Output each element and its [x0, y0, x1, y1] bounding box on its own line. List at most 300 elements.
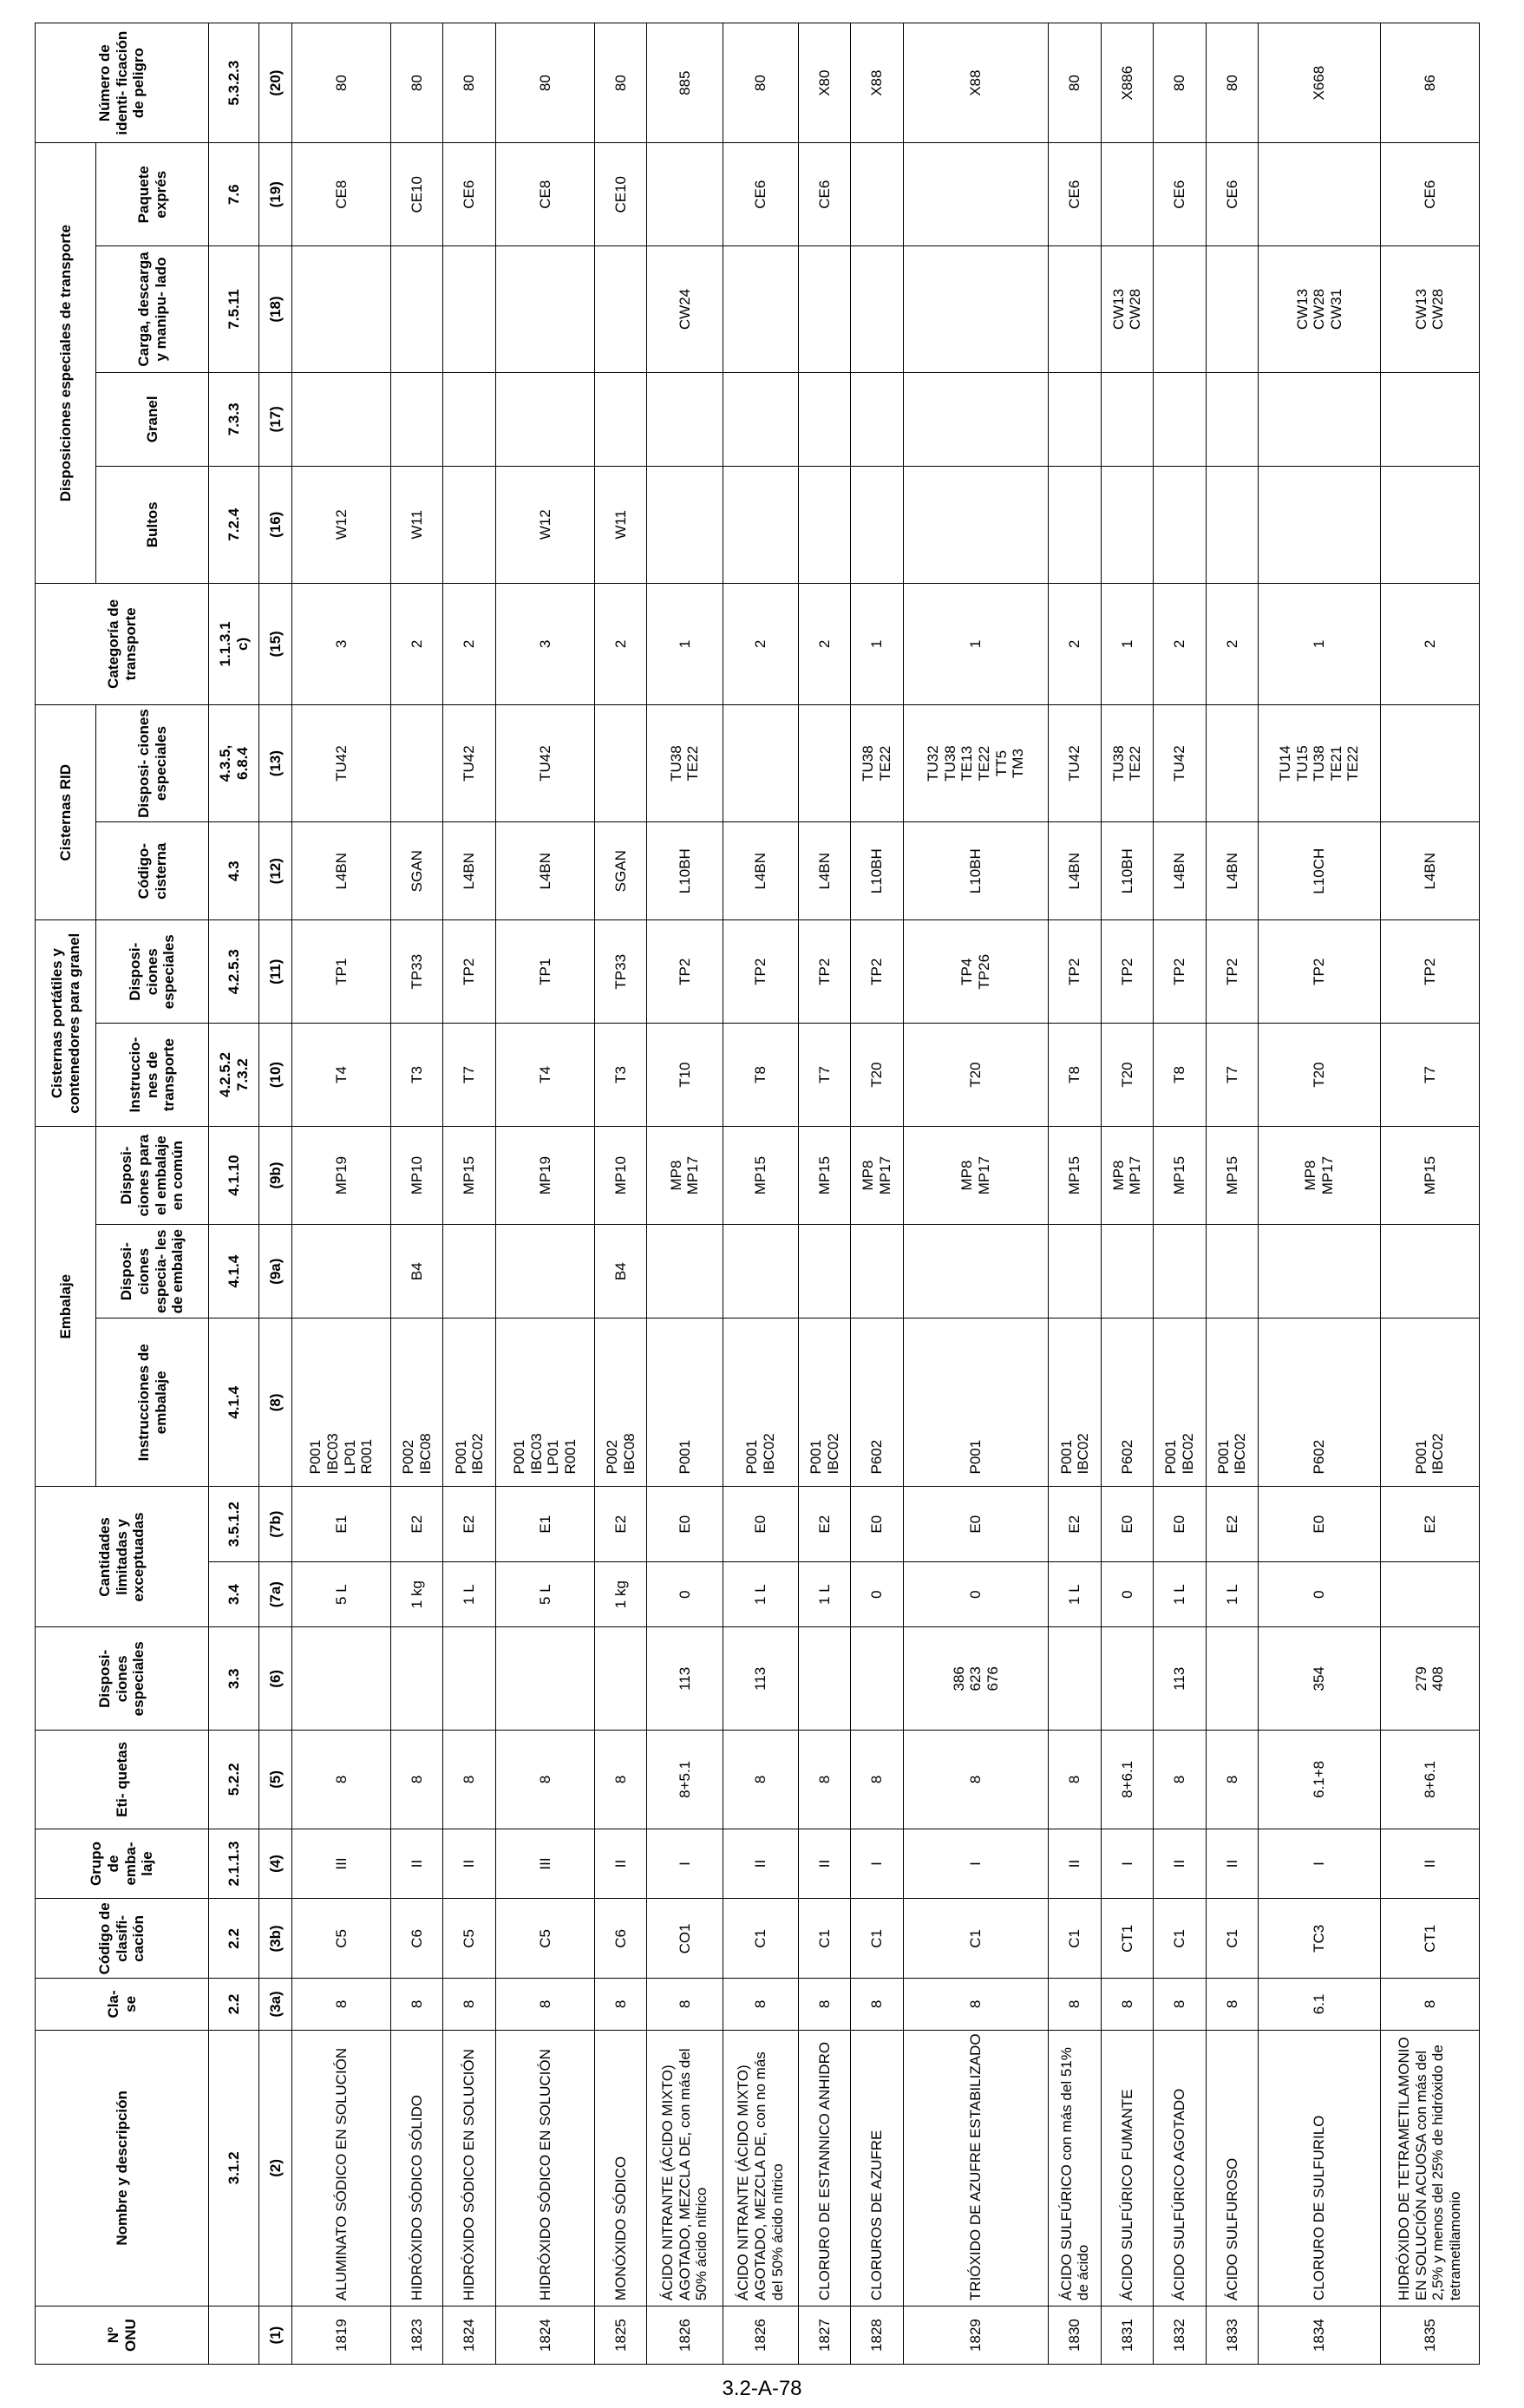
cell-col-11 [1259, 1225, 1381, 1319]
cell-col-19 [443, 372, 495, 466]
cell-col-1: 1830 [1049, 2307, 1101, 2365]
cell-col-5: I [903, 1829, 1049, 1899]
header-disp-esp-embalaje: Disposi- ciones especia- les de embalaje [96, 1225, 209, 1319]
cell-col-2: ÁCIDO SULFÚRICO FUMANTE [1101, 2030, 1153, 2306]
cell-col-20 [292, 246, 391, 373]
cell-col-14: TP33 [391, 920, 443, 1024]
cell-col-11 [495, 1225, 594, 1319]
cell-col-4: CO1 [647, 1899, 723, 1979]
cell-col-20 [1049, 246, 1101, 373]
ref-cell-col-18: 7.2.4 [209, 466, 259, 583]
cell-col-10: P001 [903, 1319, 1049, 1487]
cell-col-20 [851, 246, 903, 373]
cell-col-9: E0 [851, 1487, 903, 1561]
header-disp-esp: Disposi- ciones especiales [36, 1627, 209, 1731]
cell-col-4: C5 [443, 1899, 495, 1979]
cell-col-6: 8+5.1 [647, 1731, 723, 1829]
cell-col-20 [1206, 246, 1258, 373]
cell-col-9: E0 [1259, 1487, 1381, 1561]
cell-col-12: MP15 [1206, 1126, 1258, 1224]
ref-cell-col-21: 7.6 [209, 143, 259, 246]
cell-col-1: 1826 [647, 2307, 723, 2365]
cell-col-7: 113 [1154, 1627, 1206, 1731]
ref-cell-col-7: (6) [259, 1627, 292, 1731]
cell-col-6: 8 [443, 1731, 495, 1829]
cell-col-11 [1154, 1225, 1206, 1319]
cell-col-2: HIDRÓXIDO SÓDICO EN SOLUCIÓN [495, 2030, 594, 2306]
cell-col-13: T4 [495, 1024, 594, 1127]
cell-col-8: 1 L [443, 1561, 495, 1627]
ref-cell-col-9: 3.5.1.2 [209, 1487, 259, 1561]
table-row [594, 23, 646, 2365]
cell-col-12: MP8 MP17 [1259, 1126, 1381, 1224]
ref-cell-col-3: (3a) [259, 1979, 292, 2030]
cell-col-1: 1834 [1259, 2307, 1381, 2365]
ref-cell-col-6: 5.2.2 [209, 1731, 259, 1829]
cell-col-16: TU14 TU15 TU38 TE21 TE22 [1259, 705, 1381, 822]
cell-col-3: 8 [1049, 1979, 1101, 2030]
cell-col-14: TP1 [495, 920, 594, 1024]
cell-col-16 [723, 705, 798, 822]
cell-col-22: 80 [443, 23, 495, 143]
cell-col-22: 80 [1049, 23, 1101, 143]
cell-col-17: 2 [391, 583, 443, 704]
cell-col-7 [391, 1627, 443, 1731]
cell-col-8: 0 [903, 1561, 1049, 1627]
cell-col-19 [647, 372, 723, 466]
cell-col-20: CW13 CW28 [1380, 246, 1479, 373]
cell-col-6: 8 [798, 1731, 850, 1829]
cell-col-19 [1380, 372, 1479, 466]
cell-col-21: CE6 [1049, 143, 1101, 246]
cell-col-3: 8 [1380, 1979, 1479, 2030]
cell-col-5: I [1101, 1829, 1153, 1899]
cell-col-1: 1826 [723, 2307, 798, 2365]
ref-cell-col-4: 2.2 [209, 1899, 259, 1979]
table-row [1154, 23, 1206, 2365]
cell-col-4: C1 [1154, 1899, 1206, 1979]
cell-col-5: II [391, 1829, 443, 1899]
cell-col-11 [292, 1225, 391, 1319]
cell-col-21: CE6 [798, 143, 850, 246]
cell-col-6: 8 [1049, 1731, 1101, 1829]
cell-col-12: MP15 [1380, 1126, 1479, 1224]
cell-col-15: L10CH [1259, 822, 1381, 920]
ref-cell-col-17: 1.1.3.1 c) [209, 583, 259, 704]
header-grupo: Grupo de emba- laje [36, 1829, 209, 1899]
cell-col-2: ÁCIDO NITRANTE (ÁCIDO MIXTO) AGOTADO, MEZCLA DE, con más del 50% ácido nítrico [647, 2030, 723, 2306]
cell-col-13: T3 [594, 1024, 646, 1127]
cell-col-19 [903, 372, 1049, 466]
cell-col-8: 0 [851, 1561, 903, 1627]
cell-col-19 [594, 372, 646, 466]
cell-col-17: 1 [1259, 583, 1381, 704]
cell-col-11 [851, 1225, 903, 1319]
cell-col-14: TP2 [851, 920, 903, 1024]
cell-col-22: 80 [1206, 23, 1258, 143]
ref-cell-col-6: (5) [259, 1731, 292, 1829]
cell-col-4: C1 [723, 1899, 798, 1979]
cell-col-16 [594, 705, 646, 822]
cell-col-2: CLORUROS DE AZUFRE [851, 2030, 903, 2306]
cell-col-16 [798, 705, 850, 822]
cell-col-11 [723, 1225, 798, 1319]
cell-col-5: II [1154, 1829, 1206, 1899]
ref-cell-col-8: 3.4 [209, 1561, 259, 1627]
cell-col-10: P001 IBC03 LP01 R001 [292, 1319, 391, 1487]
cell-col-19 [1259, 372, 1381, 466]
cell-col-10: P001 [647, 1319, 723, 1487]
cell-col-11 [903, 1225, 1049, 1319]
cell-col-14: TP4 TP26 [903, 920, 1049, 1024]
cell-col-15: SGAN [391, 822, 443, 920]
table-body [209, 23, 1480, 2365]
ref-cell-col-10: 4.1.4 [209, 1319, 259, 1487]
cell-col-2: HIDRÓXIDO SÓDICO EN SOLUCIÓN [443, 2030, 495, 2306]
cell-col-4: TC3 [1259, 1899, 1381, 1979]
reference-row [209, 23, 259, 2365]
cell-col-22: 86 [1380, 23, 1479, 143]
table-row [903, 23, 1049, 2365]
cell-col-15: L4BN [1380, 822, 1479, 920]
cell-col-5: II [594, 1829, 646, 1899]
cell-col-21 [1101, 143, 1153, 246]
ref-cell-col-3: 2.2 [209, 1979, 259, 2030]
header-name: Nombre y descripción [36, 2030, 209, 2306]
cell-col-3: 8 [798, 1979, 850, 2030]
ref-cell-col-13: (10) [259, 1024, 292, 1127]
cell-col-7 [594, 1627, 646, 1731]
cell-col-13: T8 [1049, 1024, 1101, 1127]
rotated-table-wrapper [35, 23, 1480, 2365]
cell-col-14: TP2 [798, 920, 850, 1024]
cell-col-3: 8 [391, 1979, 443, 2030]
header-embalaje: Embalaje [36, 1126, 96, 1487]
cell-col-8: 1 L [1206, 1561, 1258, 1627]
cell-col-20 [594, 246, 646, 373]
ref-cell-col-15: (12) [259, 822, 292, 920]
cell-col-12: MP10 [594, 1126, 646, 1224]
cell-col-11 [1101, 1225, 1153, 1319]
cell-col-21: CE6 [1206, 143, 1258, 246]
cell-col-17: 2 [1154, 583, 1206, 704]
cell-col-18 [851, 466, 903, 583]
cell-col-2: ALUMINATO SÓDICO EN SOLUCIÓN [292, 2030, 391, 2306]
cell-col-9: E2 [443, 1487, 495, 1561]
cell-col-1: 1824 [443, 2307, 495, 2365]
ref-cell-col-17: (15) [259, 583, 292, 704]
ref-cell-col-16: (13) [259, 705, 292, 822]
cell-col-13: T4 [292, 1024, 391, 1127]
cell-col-22: 80 [391, 23, 443, 143]
cell-col-6: 8 [723, 1731, 798, 1829]
cell-col-5: II [723, 1829, 798, 1899]
cell-col-4: C1 [798, 1899, 850, 1979]
cell-col-22: X80 [798, 23, 850, 143]
cell-col-18 [798, 466, 850, 583]
table-row [1380, 23, 1479, 2365]
header-categoria: Categoría de transporte [36, 583, 209, 704]
table-row [1049, 23, 1101, 2365]
dangerous-goods-table [35, 23, 1480, 2365]
cell-col-1: 1825 [594, 2307, 646, 2365]
cell-col-21 [1259, 143, 1381, 246]
cell-col-3: 8 [1154, 1979, 1206, 2030]
cell-col-15: L4BN [1049, 822, 1101, 920]
table-row [1101, 23, 1153, 2365]
ref-cell-col-22: 5.3.2.3 [209, 23, 259, 143]
cell-col-12: MP8 MP17 [647, 1126, 723, 1224]
cell-col-17: 2 [1206, 583, 1258, 704]
header-instr-embalaje: Instrucciones de embalaje [96, 1319, 209, 1487]
cell-col-18 [1259, 466, 1381, 583]
cell-col-12: MP15 [443, 1126, 495, 1224]
cell-col-19 [1049, 372, 1101, 466]
cell-col-9: E2 [594, 1487, 646, 1561]
cell-col-19 [495, 372, 594, 466]
cell-col-5: II [1206, 1829, 1258, 1899]
cell-col-16: TU38 TE22 [1101, 705, 1153, 822]
cell-col-9: E0 [647, 1487, 723, 1561]
header-instr-transporte: Instruccio- nes de transporte [96, 1024, 209, 1127]
cell-col-4: C5 [495, 1899, 594, 1979]
header-cisternas-portatiles: Cisternas portátiles y contenedores para granel [36, 920, 96, 1127]
cell-col-18 [1154, 466, 1206, 583]
cell-col-21 [647, 143, 723, 246]
cell-col-8: 1 L [723, 1561, 798, 1627]
ref-cell-col-13: 4.2.5.2 7.3.2 [209, 1024, 259, 1127]
cell-col-19 [1206, 372, 1258, 466]
cell-col-9: E2 [391, 1487, 443, 1561]
cell-col-5: II [1049, 1829, 1101, 1899]
cell-col-16: TU32 TU38 TE13 TE22 TT5 TM3 [903, 705, 1049, 822]
cell-col-16: TU38 TE22 [851, 705, 903, 822]
header-disp-esp-cist: Disposi- ciones especiales [96, 920, 209, 1024]
cell-col-6: 8+6.1 [1380, 1731, 1479, 1829]
cell-col-3: 8 [647, 1979, 723, 2030]
cell-col-3: 8 [495, 1979, 594, 2030]
cell-col-21: CE6 [1154, 143, 1206, 246]
cell-col-16 [1206, 705, 1258, 822]
cell-col-15: L4BN [1206, 822, 1258, 920]
cell-col-4: CT1 [1380, 1899, 1479, 1979]
cell-col-14: TP2 [1101, 920, 1153, 1024]
cell-col-18: W12 [292, 466, 391, 583]
header-onu: Nº ONU [36, 2307, 209, 2365]
cell-col-20 [1154, 246, 1206, 373]
cell-col-12: MP8 MP17 [851, 1126, 903, 1224]
cell-col-10: P001 IBC02 [723, 1319, 798, 1487]
cell-col-7 [798, 1627, 850, 1731]
cell-col-19 [1154, 372, 1206, 466]
cell-col-10: P002 IBC08 [391, 1319, 443, 1487]
cell-col-14: TP33 [594, 920, 646, 1024]
table-row [1206, 23, 1258, 2365]
cell-col-9: E0 [723, 1487, 798, 1561]
cell-col-20: CW13 CW28 CW31 [1259, 246, 1381, 373]
cell-col-4: C6 [391, 1899, 443, 1979]
cell-col-22: 80 [594, 23, 646, 143]
cell-col-17: 3 [495, 583, 594, 704]
cell-col-9: E2 [1049, 1487, 1101, 1561]
ref-cell-col-19: 7.3.3 [209, 372, 259, 466]
cell-col-16 [391, 705, 443, 822]
cell-col-6: 8 [1206, 1731, 1258, 1829]
cell-col-4: C1 [851, 1899, 903, 1979]
cell-col-6: 8 [903, 1731, 1049, 1829]
cell-col-2: TRIÓXIDO DE AZUFRE ESTABILIZADO [903, 2030, 1049, 2306]
table-row [1259, 23, 1381, 2365]
cell-col-5: II [798, 1829, 850, 1899]
cell-col-16: TU42 [292, 705, 391, 822]
cell-col-2: CLORURO DE ESTANNICO ANHIDRO [798, 2030, 850, 2306]
cell-col-2: HIDRÓXIDO SÓDICO SÓLIDO [391, 2030, 443, 2306]
cell-col-14: TP2 [1259, 920, 1381, 1024]
ref-cell-col-1: (1) [259, 2307, 292, 2365]
cell-col-15: L10BH [1101, 822, 1153, 920]
cell-col-3: 8 [723, 1979, 798, 2030]
ref-cell-col-12: 4.1.10 [209, 1126, 259, 1224]
cell-col-18 [1206, 466, 1258, 583]
cell-col-13: T20 [903, 1024, 1049, 1127]
cell-col-5: II [443, 1829, 495, 1899]
cell-col-21 [903, 143, 1049, 246]
cell-col-7 [292, 1627, 391, 1731]
cell-col-3: 8 [1101, 1979, 1153, 2030]
cell-col-10: P001 IBC02 [1154, 1319, 1206, 1487]
cell-col-4: C1 [903, 1899, 1049, 1979]
table-row [292, 23, 391, 2365]
table-row [723, 23, 798, 2365]
table-row [647, 23, 723, 2365]
ref-cell-col-14: (11) [259, 920, 292, 1024]
table-row [495, 23, 594, 2365]
cell-col-13: T7 [1206, 1024, 1258, 1127]
cell-col-18: W12 [495, 466, 594, 583]
cell-col-10: P001 IBC02 [1049, 1319, 1101, 1487]
cell-col-3: 8 [443, 1979, 495, 2030]
cell-col-17: 1 [903, 583, 1049, 704]
cell-col-15: L10BH [903, 822, 1049, 920]
table-row [443, 23, 495, 2365]
cell-col-4: C5 [292, 1899, 391, 1979]
cell-col-7 [851, 1627, 903, 1731]
cell-col-18: W11 [594, 466, 646, 583]
header-disp-esp-rid: Disposi- ciones especiales [96, 705, 209, 822]
cell-col-2: ÁCIDO SULFUROSO [1206, 2030, 1258, 2306]
ref-cell-col-9: (7b) [259, 1487, 292, 1561]
cell-col-22: 80 [495, 23, 594, 143]
cell-col-22: 80 [723, 23, 798, 143]
cell-col-2: CLORURO DE SULFURILO [1259, 2030, 1381, 2306]
cell-col-18 [1049, 466, 1101, 583]
cell-col-17: 1 [851, 583, 903, 704]
cell-col-22: X88 [851, 23, 903, 143]
cell-col-18 [1101, 466, 1153, 583]
header-cisternas-rid: Cisternas RID [36, 705, 96, 920]
cell-col-6: 8 [292, 1731, 391, 1829]
cell-col-16: TU42 [1154, 705, 1206, 822]
cell-col-19 [1101, 372, 1153, 466]
cell-col-12: MP8 MP17 [1101, 1126, 1153, 1224]
cell-col-9: E0 [1101, 1487, 1153, 1561]
cell-col-1: 1819 [292, 2307, 391, 2365]
header-cantidades: Cantidades limitadas y exceptuadas [36, 1487, 209, 1627]
cell-col-20 [798, 246, 850, 373]
cell-col-4: C1 [1206, 1899, 1258, 1979]
cell-col-1: 1833 [1206, 2307, 1258, 2365]
header-numero-peligro: Número de identi- ficación de peligro [36, 23, 209, 143]
cell-col-15: L10BH [851, 822, 903, 920]
cell-col-15: L4BN [292, 822, 391, 920]
cell-col-8: 0 [1101, 1561, 1153, 1627]
cell-col-22: 885 [647, 23, 723, 143]
cell-col-4: CT1 [1101, 1899, 1153, 1979]
cell-col-12: MP15 [723, 1126, 798, 1224]
cell-col-10: P001 IBC03 LP01 R001 [495, 1319, 594, 1487]
cell-col-21: CE6 [443, 143, 495, 246]
cell-col-10: P001 IBC02 [798, 1319, 850, 1487]
table-row [798, 23, 850, 2365]
cell-col-15: L4BN [1154, 822, 1206, 920]
cell-col-21: CE10 [594, 143, 646, 246]
table-row [851, 23, 903, 2365]
cell-col-14: TP2 [1154, 920, 1206, 1024]
cell-col-3: 8 [903, 1979, 1049, 2030]
cell-col-3: 8 [851, 1979, 903, 2030]
header-codigo-cisterna: Código- cisterna [96, 822, 209, 920]
cell-col-16 [1380, 705, 1479, 822]
ref-cell-col-7: 3.3 [209, 1627, 259, 1731]
cell-col-18 [443, 466, 495, 583]
cell-col-4: C6 [594, 1899, 646, 1979]
cell-col-3: 8 [594, 1979, 646, 2030]
cell-col-6: 8 [851, 1731, 903, 1829]
cell-col-8 [1380, 1561, 1479, 1627]
cell-col-21: CE6 [1380, 143, 1479, 246]
cell-col-6: 8+6.1 [1101, 1731, 1153, 1829]
header-codigo: Código de clasifi- cación [36, 1899, 209, 1979]
cell-col-20 [495, 246, 594, 373]
cell-col-14: TP1 [292, 920, 391, 1024]
cell-col-10: P002 IBC08 [594, 1319, 646, 1487]
cell-col-13: T10 [647, 1024, 723, 1127]
cell-col-11 [443, 1225, 495, 1319]
cell-col-12: MP15 [1049, 1126, 1101, 1224]
cell-col-20: CW13 CW28 [1101, 246, 1153, 373]
ref-cell-col-4: (3b) [259, 1899, 292, 1979]
cell-col-19 [723, 372, 798, 466]
ref-cell-col-8: (7a) [259, 1561, 292, 1627]
cell-col-19 [292, 372, 391, 466]
ref-cell-col-12: (9b) [259, 1126, 292, 1224]
ref-cell-col-5: (4) [259, 1829, 292, 1899]
header-disp-transporte: Disposiciones especiales de transporte [36, 143, 96, 583]
cell-col-1: 1829 [903, 2307, 1049, 2365]
cell-col-16: TU42 [443, 705, 495, 822]
cell-col-10: P602 [1101, 1319, 1153, 1487]
cell-col-15: L10BH [647, 822, 723, 920]
cell-col-14: TP2 [443, 920, 495, 1024]
cell-col-20 [903, 246, 1049, 373]
cell-col-1: 1823 [391, 2307, 443, 2365]
ref-cell-col-16: 4.3.5, 6.8.4 [209, 705, 259, 822]
cell-col-7 [1206, 1627, 1258, 1731]
cell-col-5: III [292, 1829, 391, 1899]
cell-col-18 [647, 466, 723, 583]
cell-col-16: TU42 [495, 705, 594, 822]
cell-col-10: P602 [851, 1319, 903, 1487]
